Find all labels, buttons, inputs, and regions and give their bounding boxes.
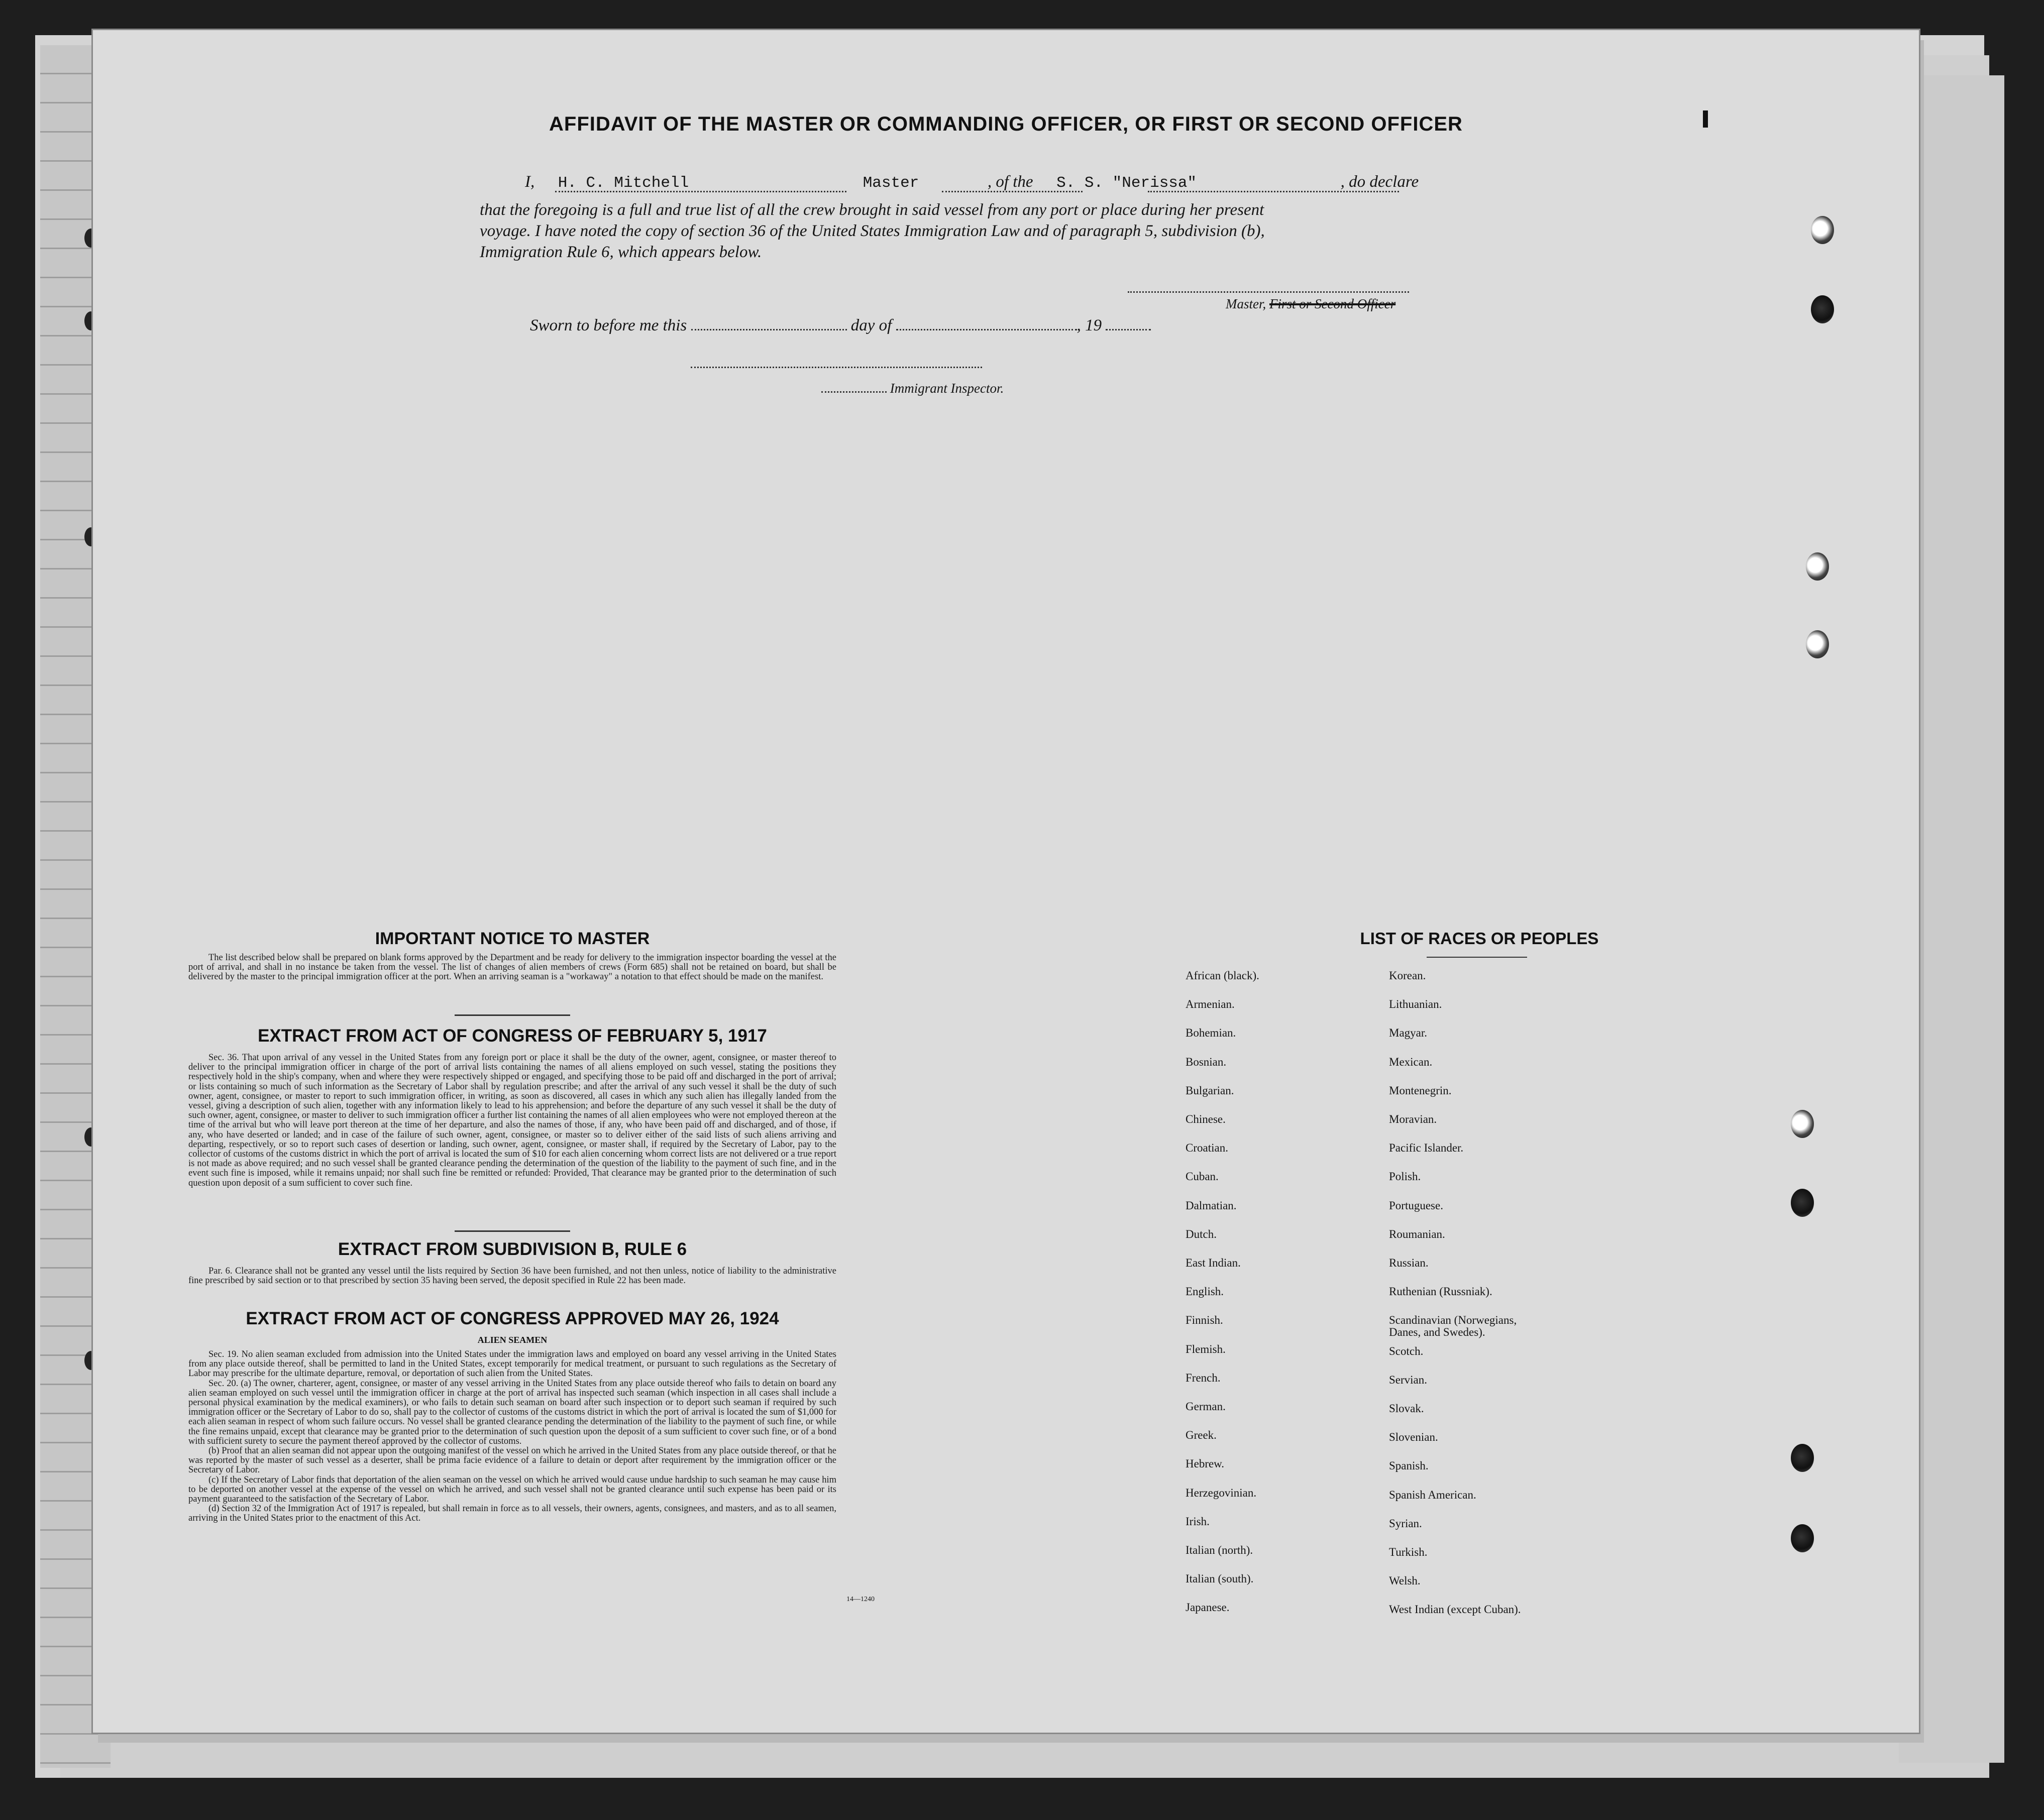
do-declare-text: , do declare	[1340, 173, 1419, 191]
inspector-signature-line	[691, 367, 982, 368]
race-item: West Indian (except Cuban).	[1389, 1603, 1521, 1616]
race-item: Armenian.	[1186, 998, 1235, 1010]
race-item: Lithuanian.	[1389, 998, 1442, 1010]
race-item: Russian.	[1389, 1257, 1429, 1269]
signature-master: Master,	[1226, 296, 1266, 311]
section-20c-paragraph: (c) If the Secretary of Labor finds that deportation of the alien seaman on the vessel on which he arrived would cause undue hardship to such seaman he may cause him to be deported on another vessel at the expense of the vessel on which he arrived, and such vessel shall not be granted clearance until such expense has been paid or its payment guaranteed to the satisfaction of the Secretary of Labor.	[188, 1474, 836, 1505]
form-number: 14—1240	[846, 1596, 875, 1603]
master-rank: Master	[863, 174, 919, 192]
race-item: Flemish.	[1186, 1343, 1226, 1355]
punch-hole	[1791, 1524, 1814, 1552]
rank-blank-line	[942, 191, 1083, 192]
signature-struck-officer: First or Second Officer	[1269, 296, 1396, 311]
punch-hole	[1791, 1444, 1814, 1472]
punch-hole	[1811, 295, 1834, 323]
affidavit-line-4: Immigration Rule 6, which appears below.	[480, 243, 762, 261]
extract-1924-title: EXTRACT FROM ACT OF CONGRESS APPROVED MAY 26, 1924	[246, 1309, 779, 1328]
race-item: English.	[1186, 1285, 1224, 1298]
race-item: Bohemian.	[1186, 1027, 1236, 1039]
master-name: H. C. Mitchell	[558, 174, 689, 192]
race-item: Bulgarian.	[1186, 1084, 1234, 1097]
affidavit-page	[93, 30, 1919, 1733]
race-item: Slovenian.	[1389, 1431, 1438, 1443]
race-item: African (black).	[1186, 969, 1259, 982]
race-item: Scotch.	[1389, 1345, 1424, 1357]
race-item: Spanish.	[1389, 1459, 1429, 1472]
race-item: Portuguese.	[1389, 1199, 1443, 1212]
race-item: Herzegovinian.	[1186, 1487, 1257, 1499]
section-20b-paragraph: (b) Proof that an alien seaman did not appear upon the outgoing manifest of the vessel on which he arrived in the United States from any place outside thereof, or that he was reported by the master of such vessel as a deserter, shall be prima facie evidence of a failure to detain or deport after requirement by the immigration officer or the Secretary of Labor.	[188, 1446, 836, 1475]
race-item: Scandinavian (Norwegians,	[1389, 1314, 1517, 1326]
pronoun: I,	[525, 173, 535, 191]
section-20d-paragraph: (d) Section 32 of the Immigration Act of 1917 is repealed, but shall remain in force as to all vessels, their owners, agents, consignees, and masters, and as to all seamen, arriving in the United States prior to the enactment of this Act.	[188, 1504, 836, 1524]
notice-text	[188, 953, 836, 982]
race-item: East Indian.	[1186, 1257, 1241, 1269]
race-item: Chinese.	[1186, 1113, 1226, 1125]
races-title: LIST OF RACES OR PEOPLES	[1360, 929, 1599, 948]
signature-caption	[1226, 296, 1395, 312]
race-item: Croatian.	[1186, 1142, 1228, 1154]
vessel-blank-line	[1148, 191, 1399, 192]
signature-line	[1128, 291, 1409, 293]
extract-1917-text	[188, 1053, 836, 1188]
punch-hole	[1791, 1189, 1814, 1217]
day-blank	[691, 329, 847, 330]
inspector-blank	[821, 391, 887, 393]
race-item: Finnish.	[1186, 1314, 1223, 1326]
extract-1924-text	[188, 1350, 836, 1524]
race-item: Polish.	[1389, 1170, 1421, 1183]
race-item: Syrian.	[1389, 1517, 1422, 1530]
name-blank-line	[555, 191, 846, 192]
race-item: Greek.	[1186, 1429, 1217, 1441]
affidavit-line-2: that the foregoing is a full and true list of all the crew brought in said vessel from any port or place during her present	[480, 201, 1264, 219]
race-item: German.	[1186, 1400, 1226, 1413]
race-item: Slovak.	[1389, 1402, 1424, 1415]
race-item: Danes, and Swedes).	[1389, 1326, 1485, 1338]
punch-hole	[1811, 216, 1834, 244]
divider	[455, 1230, 570, 1232]
notice-paragraph: The list described below shall be prepared on blank forms approved by the Department and be ready for delivery to the immigration inspector boarding the vessel at the port of arrival, and shall in no instance be taken from the vessel. The list of changes of alien members of crews (Form 685) shall not be retained on board, but shall be delivered by the master to the principal immigration officer at the port. When an arriving seaman is a "workaway" a notation to that effect should be made on the manifest.	[188, 953, 836, 982]
race-item: Italian (south).	[1186, 1572, 1254, 1585]
race-item: Bosnian.	[1186, 1056, 1227, 1068]
of-the-text: , of the	[987, 173, 1033, 191]
section-36-paragraph: Sec. 36. That upon arrival of any vessel in the United States from any foreign port or place it shall be the duty of the owner, agent, consignee, or master thereof to deliver to the principal immigration officer in charge of the port of arrival lists containing the names of all aliens employed on such vessel, stating the positions they respectively hold in the ship's company, when and where they were respectively shipped or engaged, and specifying those to be paid off and discharged in the port of arrival; or lists containing so much of such information as the Secretary of Labor shall by regulation prescribe; and after the arrival of any such vessel it shall be the duty of such owner, agent, consignee, or master to report to such immigration officer, in writing, as soon as discovered, all cases in which any such alien has illegally landed from the vessel, giving a description of such alien, together with any information likely to lead to his apprehension; and before the departure of any such vessel it shall be the duty of such owner, agent, consignee, or master to deliver to such immigration officer a further list containing the names of all alien employees who were not employed thereon at the time of the arrival but who will leave port thereon at the time of her departure, and also the names of those, if any, who have been paid off and discharged, and of those, if any, who have deserted or landed; and in case of the failure of such owner, agent, consignee, or master so to deliver either of the said lists of such aliens arriving and departing, respectively, or so to report such cases of desertion or landing, such owner, agent, consignee, or master shall, if required by the Secretary of Labor, pay to the collector of customs of the customs district in which the port of arrival is located the sum of $10 for each alien concerning whom correct lists are not delivered or a true report is not made as above required; and no such vessel shall be granted clearance pending the determination of the question of the liability to the payment of such fine, and in the event such fine is imposed, while it remains unpaid; nor shall such fine be remitted or refunded: Provided, That clearance may be granted prior to the determination of such question upon deposit of a sum sufficient to cover such fine.	[188, 1053, 836, 1188]
extract-rule6-title: EXTRACT FROM SUBDIVISION B, RULE 6	[338, 1239, 687, 1259]
race-item: French.	[1186, 1372, 1221, 1384]
section-19-paragraph: Sec. 19. No alien seaman excluded from admission into the United States under the immigration laws and employed on board any vessel arriving in the United States from any place outside thereof, shall be permitted to land in the United States, except temporarily for medical treatment, or pursuant to such regulations as the Secretary of Labor may prescribe for the ultimate departure, removal, or deportation of such alien from the United States.	[188, 1349, 836, 1379]
affidavit-declaration-line	[525, 173, 1419, 192]
day-of-text: day of	[850, 316, 892, 334]
race-item: Dutch.	[1186, 1228, 1217, 1240]
alien-seamen-subtitle: ALIEN SEAMEN	[477, 1335, 548, 1345]
race-item: Roumanian.	[1389, 1228, 1445, 1240]
month-blank	[896, 329, 1077, 330]
race-item: Magyar.	[1389, 1027, 1428, 1039]
race-item: Ruthenian (Russniak).	[1389, 1285, 1492, 1298]
race-item: Spanish American.	[1389, 1489, 1476, 1501]
race-item: Japanese.	[1186, 1601, 1230, 1614]
race-item: Cuban.	[1186, 1170, 1219, 1183]
punch-hole	[1806, 630, 1829, 658]
punch-hole	[1791, 1110, 1814, 1138]
race-item: Irish.	[1186, 1515, 1210, 1528]
race-item: Servian.	[1389, 1374, 1428, 1386]
notice-title: IMPORTANT NOTICE TO MASTER	[375, 929, 650, 948]
race-item: Korean.	[1389, 969, 1426, 982]
rule6-paragraph: Par. 6. Clearance shall not be granted any vessel until the lists required by Section 36 have been furnished, and not then unless, notice of liability to the administrative fine prescribed by said section or to that prescribed by section 35 having been served, the deposit specified in Rule 22 has been made.	[188, 1266, 836, 1286]
affidavit-line-3: voyage. I have noted the copy of section 36 of the United States Immigration Law and of paragraph 5, subdivision (b),	[480, 222, 1265, 240]
race-item: Hebrew.	[1186, 1457, 1225, 1470]
divider	[455, 1014, 570, 1016]
affidavit-title: AFFIDAVIT OF THE MASTER OR COMMANDING OFFICER, OR FIRST OR SECOND OFFICER	[549, 113, 1463, 135]
extract-rule6-text	[188, 1267, 836, 1286]
race-item: Montenegrin.	[1389, 1084, 1452, 1097]
year-blank	[1106, 329, 1151, 330]
year-text: , 19	[1077, 316, 1102, 334]
race-item: Pacific Islander.	[1389, 1142, 1464, 1154]
extract-1917-title: EXTRACT FROM ACT OF CONGRESS OF FEBRUARY 5, 1917	[258, 1026, 767, 1046]
race-item: Welsh.	[1389, 1574, 1421, 1587]
section-20a-paragraph: Sec. 20. (a) The owner, charterer, agent, consignee, or master of any vessel arriving in the United States from any place outside thereof who fails to detain on board any alien seaman employed on such vessel until the immigration officer in charge at the port of arrival has inspected such seaman (which inspection in all cases shall include a personal physical examination by the medical examiners), or who fails to detain such seaman on board after such inspection or to deport such seaman if required by such immigration officer or the Secretary of Labor to do so, shall pay to the collector of customs of the customs district in which the port of arrival is located the sum of $1,000 for each alien seaman in respect of whom such failure occurs. No vessel shall be granted clearance pending the determination of the liability to the payment of such fine, or while the fine remains unpaid, except that clearance may be granted prior to the determination of such question upon the deposit of a sum sufficient to cover such fine, or of a bond with sufficient surety to secure the payment thereof approved by the collector of customs.	[188, 1378, 836, 1446]
race-item: Mexican.	[1389, 1056, 1433, 1068]
race-item: Turkish.	[1389, 1546, 1428, 1558]
divider	[1427, 957, 1527, 958]
inspector-caption	[821, 381, 1004, 396]
inspector-label: Immigrant Inspector.	[890, 381, 1004, 396]
punch-hole	[1806, 552, 1829, 581]
race-item: Dalmatian.	[1186, 1199, 1237, 1212]
vessel-name: S. S. "Nerissa"	[1056, 174, 1197, 192]
race-item: Moravian.	[1389, 1113, 1437, 1125]
race-item: Italian (north).	[1186, 1544, 1253, 1556]
sworn-text: Sworn to before me this	[530, 316, 687, 334]
sworn-line	[530, 316, 1151, 335]
